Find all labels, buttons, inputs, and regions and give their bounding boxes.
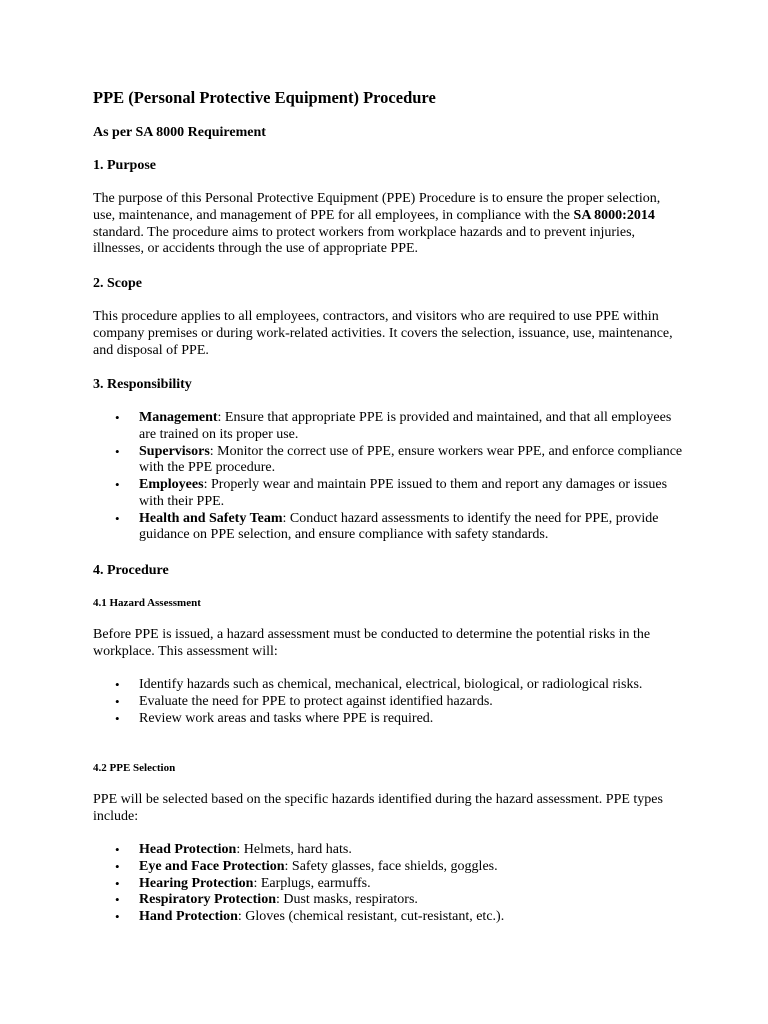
ppe-type-term: Head Protection bbox=[139, 842, 237, 857]
list-item bbox=[93, 677, 683, 694]
ppe-type-text: : Earplugs, earmuffs. bbox=[253, 875, 371, 891]
list-item bbox=[93, 511, 683, 545]
responsibility-heading: 3. Responsibility bbox=[93, 377, 192, 392]
bullet: • bbox=[115, 693, 120, 709]
ppe-selection-intro: PPE will be selected based on the specific hazards identified during the hazard assessment. PPE types include: bbox=[93, 792, 663, 824]
responsibility-text: : Properly wear and maintain PPE issued to them and report any damages or issues with their PPE. bbox=[139, 477, 668, 509]
document-subtitle: As per SA 8000 Requirement bbox=[93, 125, 266, 140]
responsibility-term: Employees bbox=[139, 477, 204, 492]
ppe-type-term: Hearing Protection bbox=[139, 875, 254, 891]
responsibility-term: Supervisors bbox=[139, 443, 210, 459]
responsibility-list bbox=[93, 410, 683, 544]
list-item bbox=[93, 477, 683, 511]
bullet: • bbox=[115, 909, 120, 924]
responsibility-text: : Monitor the correct use of PPE, ensure workers wear PPE, and enforce compliance with the PPE procedure. bbox=[139, 443, 683, 476]
ppe-types-list bbox=[93, 842, 683, 926]
ppe-type-text: : Gloves (chemical resistant, cut-resistant, etc.). bbox=[237, 909, 505, 924]
ppe-type-term: Eye and Face Protection bbox=[139, 858, 285, 874]
ppe-type-text: : Helmets, hard hats. bbox=[236, 842, 352, 857]
bullet: • bbox=[115, 510, 120, 526]
scope-paragraph: This procedure applies to all employees, contractors, and visitors who are required to use PPE within company premises or during work-related activities. It covers the selection, issuance, use, maintenance, and disposal of PPE. bbox=[93, 309, 673, 358]
list-item bbox=[93, 444, 683, 478]
hazard-item-text: Identify hazards such as chemical, mechanical, electrical, biological, or radiological risks. bbox=[139, 677, 643, 692]
bullet: • bbox=[115, 677, 120, 692]
bullet: • bbox=[115, 892, 120, 908]
purpose-text-pre: The purpose of this Personal Protective Equipment (PPE) Procedure is to ensure the proper selection, use, maintenance, and management of PPE for all employees, in compliance with the bbox=[93, 191, 661, 223]
bullet: • bbox=[115, 875, 120, 891]
ppe-type-term: Respiratory Protection bbox=[139, 892, 276, 908]
ppe-type-text: : Dust masks, respirators. bbox=[275, 892, 418, 908]
list-item bbox=[93, 909, 683, 926]
responsibility-term: Health and Safety Team bbox=[139, 510, 283, 526]
hazard-assessment-intro: Before PPE is issued, a hazard assessment must be conducted to determine the potential risks in the workplace. This assessment will: bbox=[93, 627, 651, 659]
procedure-heading: 4. Procedure bbox=[93, 563, 169, 578]
list-item bbox=[93, 711, 683, 728]
bullet: • bbox=[115, 842, 120, 857]
list-item bbox=[93, 892, 683, 909]
hazard-item-text: Review work areas and tasks where PPE is required. bbox=[139, 710, 434, 726]
responsibility-text: : Ensure that appropriate PPE is provided and maintained, and that all employees are trained on its proper use. bbox=[139, 410, 672, 442]
ppe-selection-heading: 4.2 PPE Selection bbox=[93, 762, 176, 774]
purpose-standard: SA 8000:2014 bbox=[573, 207, 655, 223]
bullet: • bbox=[115, 443, 120, 459]
bullet: • bbox=[115, 410, 120, 425]
bullet: • bbox=[115, 710, 120, 726]
list-item bbox=[93, 410, 683, 444]
purpose-text-post: standard. The procedure aims to protect workers from workplace hazards and to prevent injuries, illnesses, or accidents through the use of appropriate PPE. bbox=[93, 224, 636, 257]
hazard-item-text: Evaluate the need for PPE to protect against identified hazards. bbox=[139, 693, 493, 709]
responsibility-term: Management bbox=[139, 410, 218, 425]
document-title: PPE (Personal Protective Equipment) Procedure bbox=[93, 88, 436, 107]
bullet: • bbox=[115, 477, 120, 492]
hazard-assessment-list bbox=[93, 677, 683, 727]
ppe-type-term: Hand Protection bbox=[139, 909, 238, 924]
responsibility-text: : Conduct hazard assessments to identify the need for PPE, provide guidance on PPE selection, and ensure compliance with safety standards. bbox=[139, 510, 659, 543]
ppe-type-text: : Safety glasses, face shields, goggles. bbox=[284, 858, 498, 874]
list-item bbox=[93, 859, 683, 876]
purpose-heading: 1. Purpose bbox=[93, 158, 156, 173]
hazard-assessment-heading: 4.1 Hazard Assessment bbox=[93, 597, 201, 609]
scope-heading: 2. Scope bbox=[93, 276, 142, 291]
list-item bbox=[93, 842, 683, 859]
list-item bbox=[93, 876, 683, 893]
list-item bbox=[93, 694, 683, 711]
purpose-paragraph bbox=[93, 191, 683, 258]
bullet: • bbox=[115, 858, 120, 874]
